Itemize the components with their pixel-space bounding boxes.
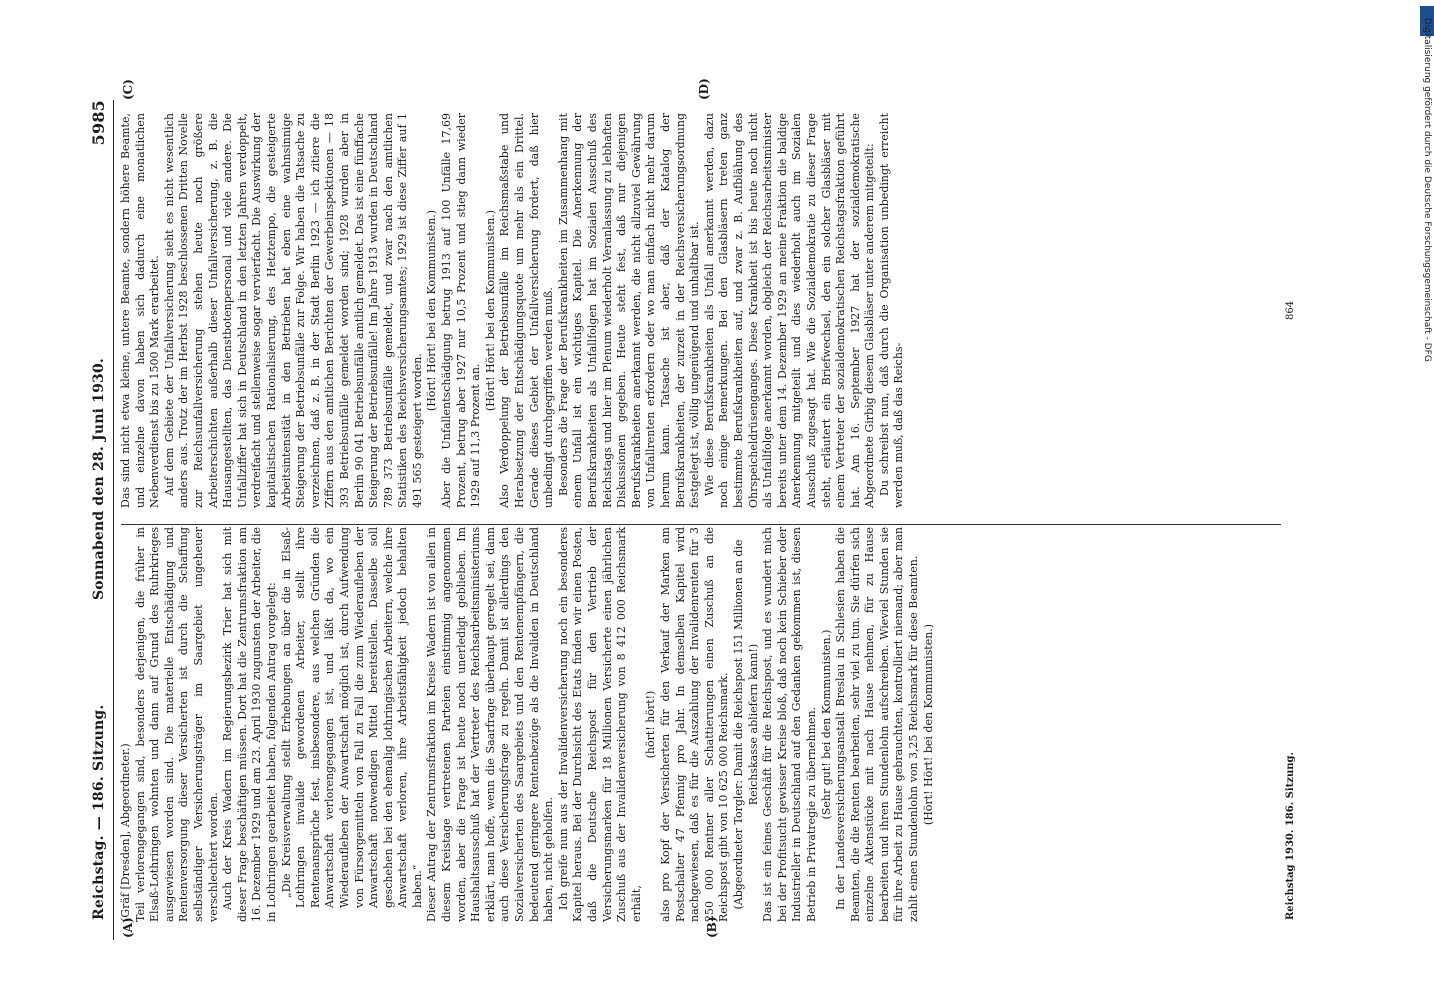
paragraph-p4: „Die Kreisverwaltung stellt Erhebungen an über die in Elsaß-Lothringen invalide gewordenen Arbeiter, stellt ihre Rentenansprüche fest, insbesondere, aus welchen Gründen die Anwartschaft verlorengegangen ist, und läßt da, wo ein Wiederaufleben der Anwartschaft möglich ist, durch Aufwendung von Fürsorgemitteln von Fall zu Fall die zum Wiederaufleben der Anwartschaft notwendigen Mittel bereitstellen. Dasselbe soll geschehen bei den ehemalig lothringischen Arbeitern, welche ihre Anwartschaft verloren, ihre Arbeitsfähigkeit jedoch behalten haben.“ bbox=[279, 527, 424, 908]
left-text-column bbox=[119, 527, 936, 922]
paragraph-r9: Du schreibst nun, daß durch die Organisation unbedingt erreicht werden muß, daß das Reichs- bbox=[877, 113, 906, 508]
paragraph-p1: (Gräf [Dresden], Abgeordneter.) bbox=[119, 743, 132, 922]
paragraph-r4: Aber die Unfallentschädigung betrug 1913 auf 100 Unfälle 17,69 Prozent, betrug aber 1927 nur 10,5 Prozent und stieg dann wieder 1929 auf 11,3 Prozent an. bbox=[440, 113, 483, 508]
digitization-note-text: Digitalisierung gefördert durch die Deutsche Forschungsgemeinschaft - DFG bbox=[1422, 18, 1432, 362]
rotated-document-page bbox=[85, 78, 1305, 940]
margin-marker-d: (D) bbox=[697, 78, 711, 100]
paragraph-r6: Also Verdoppelung der Betriebsunfälle im Reichsmaßstabe und Herabsetzung der Entschädigungsquote um mehr als ein Drittel. Gerade dieses Gebiet der Unfallversicherung fordert, daß hier unbedingt durchgegriffen werden muß. bbox=[498, 113, 556, 508]
paragraph-p11: (Sehr gut! bei den Kommunisten.) bbox=[819, 629, 833, 820]
page-header bbox=[89, 100, 113, 920]
page-number: 5985 bbox=[89, 100, 108, 146]
footer-left: Reichstag 1930. 186. Sitzung. bbox=[1285, 752, 1296, 920]
paragraph-p6: Ich greife nun aus der Invalidenversicherung noch ein besonderes Kapitel heraus. Bei der Durchsicht des Etats finden wir einen Posten, daß die Deutsche Reichspost für den Vertrieb der Versicherungsmarken für 18 Millionen Versicherte einen jährlichen Zuschuß aus der Invalidenversicherung von 8 412 000 Reichsmark erhält, bbox=[556, 527, 643, 922]
right-text-column bbox=[119, 113, 907, 508]
paragraph-p8: also pro Kopf der Versicherten für den Verkauf der Marken am Postschalter 47 Pfennig pro Jahr. In demselben Kapitel wird nachgewiesen, daß es für die Auszahlung der Invalidenrenten für 3 250 000 Rentner aller Schattierungen einen Zuschuß an die Reichspost gibt von 10 625 000 Reichsmark. bbox=[658, 527, 731, 922]
paragraph-p12: In der Landesversicherungsanstalt Breslau in Schlesien haben die Beamten, die die Renten bearbeiten, sehr viel zu tun. Sie dürfen sich einzelne Aktenstücke mit nach Hause nehmen, für zu Hause bearbeiten und ihren Stundenlohn aufschreiben. Wieviel Stunden sie für ihre Arbeit zu Hause gebrauchten, kontrolliert niemand; aber man zahlt einen Stundenlohn von 3,25 Reichsmark für diese Beamten. bbox=[834, 527, 921, 922]
header-left: Reichstag. — 186. Sitzung. bbox=[91, 704, 107, 920]
margin-marker-a: (A) bbox=[121, 917, 135, 938]
digitization-note bbox=[1418, 8, 1434, 988]
paragraph-p2: Teil verlorengegangen sind, besonders derjenigen, die früher in Elsaß-Lothringen wohnten und dann auf Grund des Ruhrkrieges ausgewiesen worden sind. Die materielle Entschädigung und Rentenversorgung dieser Versicherten ist durch die Schaffung selbständiger Versicherungsträger im Saargebiet ungeheuer verschlechtert worden. bbox=[133, 527, 220, 922]
paragraph-r2: Auf dem Gebiete der Unfallversicherung sieht es nicht wesentlich anders aus. Trotz der im Herbst 1928 beschlossenen Dritten Novelle zur Reichsunfallversicherung stehen heute noch größere Arbeiterschichten außerhalb dieser Unfallversicherung, z. B. die Hausangestellten, das Dienstbotenpersonal und viele andere. Die Unfallziffer hat sich in Deutschland in den letzten Jahren verdoppelt, verdreifacht und stellenweise sogar vervierfacht. Die Auswirkung der kapitalistischen Rationalisierung, des Hetztempo, die gesteigerte Arbeitsintensität in den Betrieben hat eben eine wahnsinnige Steigerung der Betriebsunfälle zur Folge. Wir haben die Tatsache zu verzeichnen, daß z. B. in der Stadt Berlin 1923 — ich zitiere die Ziffern aus den amtlichen Berichten der Gewerbeinspektionen — 18 393 Betriebsunfälle gemeldet worden sind; 1928 wurden aber in Berlin 90 041 Betriebsunfälle amtlich gemeldet. Das ist eine fünffache Steigerung der Betriebsunfälle! Im Jahre 1913 wurden in Deutschland 789 373 Betriebsunfälle gemeldet, und zwar nach den amtlichen Statistiken des Reichsversicherungsamtes; 1929 ist diese Ziffer auf 1 491 565 gesteigert worden. bbox=[162, 113, 424, 508]
paragraph-r8: Wie diese Berufskrankheiten als Unfall anerkannt werden, dazu noch einige Bemerkungen. Bei den Glasbläsern treten ganz bestimmte Berufskrankheiten auf, und zwar z. B. Aufblähung des Ohrspeicheldrüsenganges. Diese Krankheit ist bis heute noch nicht als Unfallfolge anerkannt worden, obgleich der Reichsarbeitsminister bereits unter dem 14. Dezember 1929 an meine Fraktion die baldige Anerkennung mitgeteilt und dies wiederholt auch im Sozialen Ausschuß zugesagt hat. Wie die Sozialdemokratie zu dieser Frage steht, erläutert ein Briefwechsel, den ein solcher Glasbläser mit einem Vertreter der sozialdemokratischen Reichstagsfraktion geführt hat. Am 16. September 1927 hat der sozialdemokratische Abgeordnete Girbig diesem Glasbläser unter anderem mitgeteilt: bbox=[702, 113, 877, 508]
page-signature: 864 bbox=[1285, 300, 1296, 320]
paragraph-p3: Auch der Kreis Wadern im Regierungsbezirk Trier hat sich mit dieser Frage beschäftigen müssen. Dort hat die Zentrumsfraktion am 16. Dezember 1929 und am 23. April 1930 zugunsten der Arbeiter, die in Lothringen gearbeitet haben, folgenden Antrag vorgelegt: bbox=[221, 527, 278, 922]
header-rule bbox=[113, 100, 114, 940]
paragraph-p5: Dieser Antrag der Zentrumsfraktion im Kreise Wadern ist von allen in diesem Kreistage vertretenen Parteien einstimmig angenommen worden, aber die Frage ist heute noch unerledigt geblieben. Im Haushaltsausschuß hat der Vertreter des Reichsarbeitsministeriums erklärt, man hoffe, wenn die Saarfrage überhaupt geregelt sei, dann auch diese Versicherungsfrage zu regeln. Damit ist allerdings den Sozialversicherten des Saargebiets und den Rentenempfängern, die bedeutend geringere Rentenbezüge als die Invaliden in Deutschland haben, nicht geholfen. bbox=[425, 527, 556, 922]
margin-marker-c: (C) bbox=[121, 79, 135, 100]
paragraph-r7: Besonders die Frage der Berufskrankheiten im Zusammenhang mit einem Unfall ist ein wichtiges Kapitel. Die Anerkennung der Berufskrankheiten als Unfallfolgen hat im Sozialen Ausschuß des Reichstags und hier im Plenum wiederholt Veranlassung zu lebhaften Diskussionen gegeben. Heute steht fest, daß nur diejenigen Berufskrankheiten anerkannt werden, die nicht allzuviel Gewährung von Unfallrenten erfordern oder wo man einfach nicht mehr darum herum kann. Tatsache ist aber, daß der Katalog der Berufskrankheiten, der zurzeit in der Reichsversicherungsordnung festgelegt ist, völlig ungenügend und unhaltbar ist. bbox=[556, 113, 702, 508]
paragraph-p10: Das ist ein feines Geschäft für die Reichspost, und es wundert mich bei der Profitsucht gewisser Kreise bloß, daß noch kein Schieber oder Industrieller in Deutschland auf den Gedanken gekommen ist, diesen Betrieb in Privatregie zu übernehmen. bbox=[761, 527, 818, 922]
paragraph-r3: (Hört! Hört! bei den Kommunisten.) bbox=[425, 209, 439, 412]
paragraph-p13: (Hört! Hört! bei den Kommunisten.) bbox=[921, 623, 935, 826]
header-date: Sonnabend den 28. Juni 1930. bbox=[91, 357, 107, 600]
column-divider bbox=[121, 524, 1281, 525]
paragraph-p7: (hört! hört!) bbox=[644, 690, 658, 759]
paragraph-r1: Das sind nicht etwa kleine, untere Beamte, sondern höhere Beamte, und einzelne davon haben sich dadurch eine monatlichen Nebenverdienst bis zu 1500 Mark erarbeitet. bbox=[119, 113, 162, 508]
margin-marker-b: (B) bbox=[705, 916, 719, 938]
paragraph-p9: (Abgeordneter Torgler: Damit die Reichspost 151 Millionen an die Reichskasse abliefern kann!) bbox=[731, 539, 760, 910]
paragraph-r5: (Hört! Hört! bei den Kommunisten.) bbox=[483, 209, 497, 412]
